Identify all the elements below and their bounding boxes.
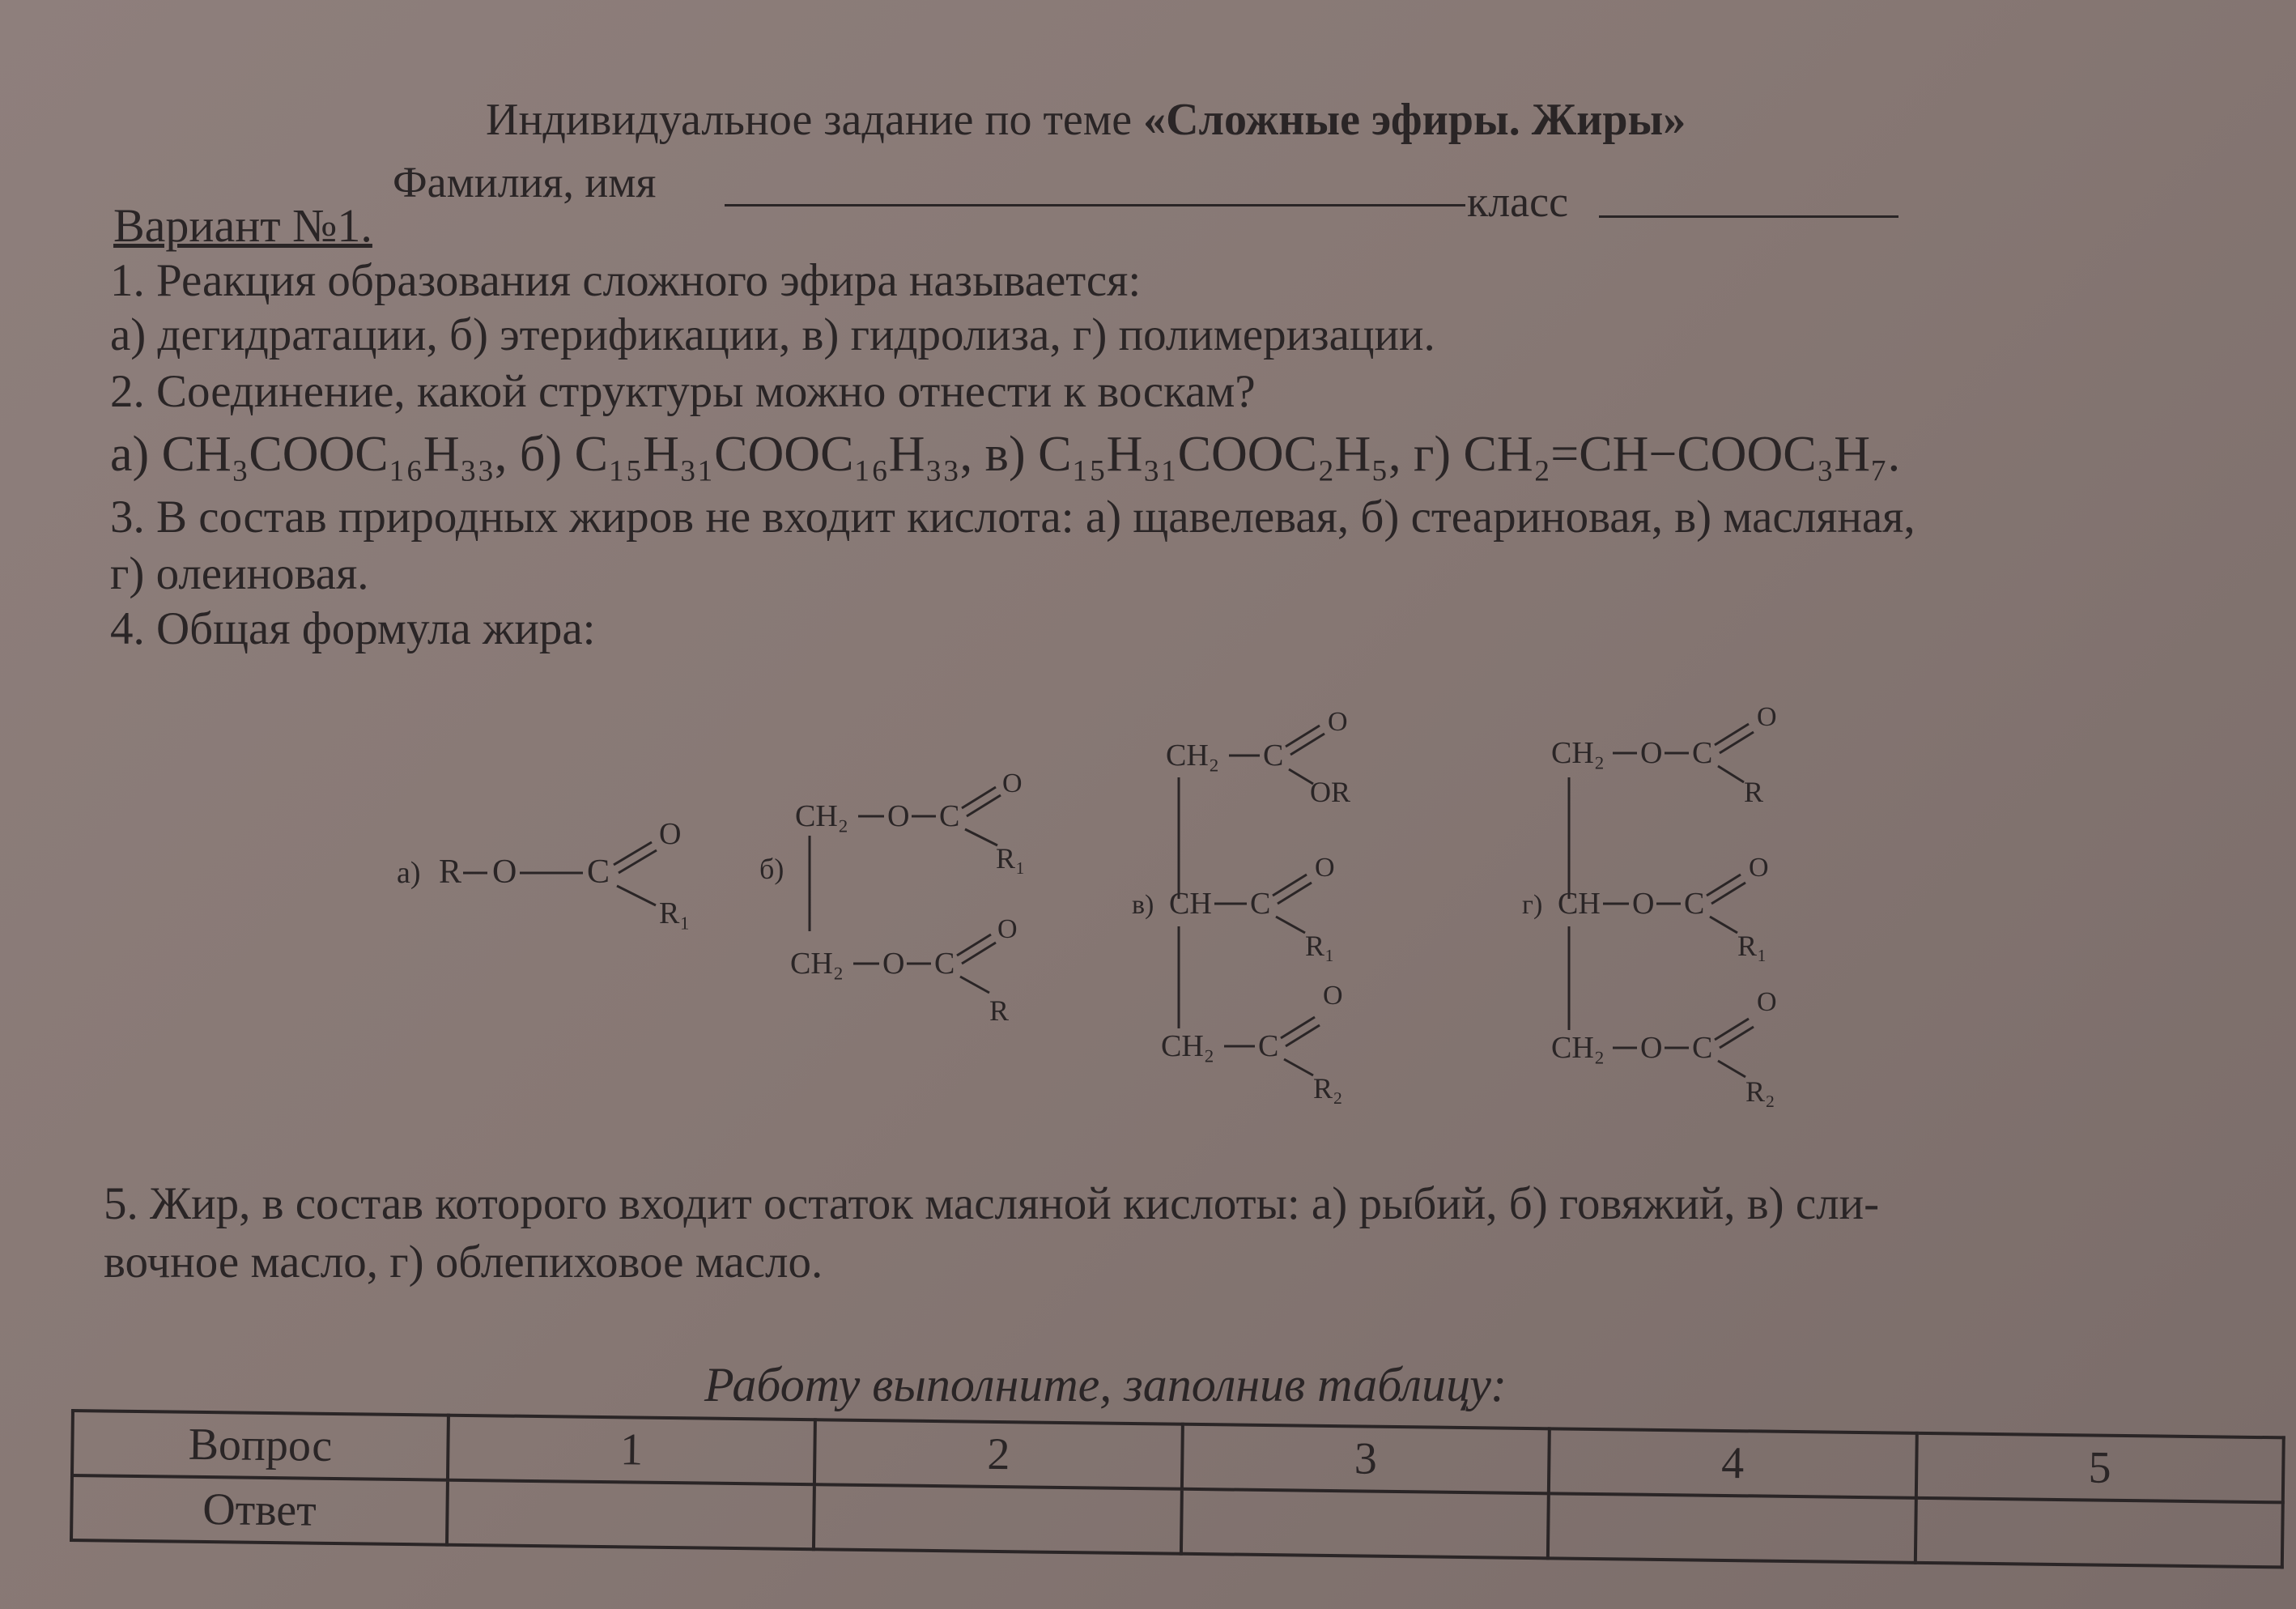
column-header-3: 3 bbox=[1182, 1424, 1550, 1494]
structure-g-r2: R₂ bbox=[1745, 1075, 1775, 1108]
question-3-text: 3. В состав природных жиров не входит кислота: а) щавелевая, б) стеариновая, в) масляная, bbox=[110, 492, 1915, 543]
column-header-2: 2 bbox=[814, 1420, 1182, 1489]
structure-b-label: б) bbox=[759, 853, 784, 885]
structure-v-label: в) bbox=[1132, 890, 1154, 920]
question-2-text: 2. Соединение, какой структуры можно отнести к воскам? bbox=[110, 366, 1256, 417]
structure-v-c-bottom: C bbox=[1258, 1029, 1279, 1063]
class-label: класс bbox=[1467, 177, 1569, 226]
structure-a-r: R bbox=[439, 853, 462, 891]
answer-cell-2[interactable] bbox=[814, 1484, 1181, 1554]
structure-a-label: а) bbox=[397, 856, 421, 890]
structure-b-o-carbonyl-bottom: O bbox=[997, 914, 1018, 944]
structure-b-o-carbonyl-top: O bbox=[1002, 768, 1023, 798]
structure-g-o-middle: O bbox=[1632, 887, 1655, 921]
structure-v-r2: R₂ bbox=[1313, 1072, 1343, 1105]
task-instruction: Работу выполните, заполнив таблицу: bbox=[704, 1358, 1507, 1411]
question-2-options: а) CH₃COOC₁₆H₃₃, б) C₁₅H₃₁COOC₁₆H₃₃, в) C₁₅H₃₁COOC₂H₅, г) CH₂=CH−COOC₃H₇. bbox=[110, 427, 1901, 482]
structure-g-o-carbonyl-bottom: O bbox=[1757, 987, 1777, 1017]
worksheet-title bbox=[486, 97, 1686, 143]
answer-cell-5[interactable] bbox=[1915, 1498, 2282, 1568]
question-5-text-cont: вочное масло, г) облепиховое масло. bbox=[104, 1237, 823, 1288]
structure-g-o-bottom: O bbox=[1640, 1031, 1663, 1065]
column-header-4: 4 bbox=[1549, 1428, 1916, 1498]
structure-v-or: OR bbox=[1310, 776, 1351, 808]
row-header-answer: Ответ bbox=[71, 1475, 448, 1545]
row-header-question: Вопрос bbox=[72, 1411, 449, 1480]
structure-b bbox=[745, 761, 1101, 1045]
structure-a-c: C bbox=[587, 853, 610, 891]
structure-b-ch2-top: CH₂ bbox=[795, 799, 849, 833]
structure-v-r1: R₁ bbox=[1305, 930, 1335, 962]
name-field-line[interactable] bbox=[725, 204, 1465, 206]
structure-g-label: г) bbox=[1522, 890, 1543, 920]
answer-cell-4[interactable] bbox=[1548, 1493, 1915, 1563]
structure-g bbox=[1514, 696, 1870, 1117]
name-label: Фамилия, имя bbox=[393, 158, 657, 206]
structure-g-ch2-top: CH₂ bbox=[1551, 736, 1605, 770]
structure-v-o-carbonyl-bottom: O bbox=[1323, 981, 1343, 1011]
structure-b-r: R bbox=[989, 994, 1010, 1027]
structure-v-o-carbonyl-top: O bbox=[1328, 707, 1348, 737]
structure-v-c-middle: C bbox=[1250, 887, 1271, 921]
structure-g-r: R bbox=[1744, 776, 1764, 808]
question-3-text-cont: г) олеиновая. bbox=[110, 548, 369, 599]
answer-table bbox=[70, 1409, 2285, 1569]
structure-b-o-top: O bbox=[887, 799, 910, 833]
structure-v-ch2-top: CH₂ bbox=[1166, 739, 1220, 773]
class-field-line[interactable] bbox=[1599, 215, 1898, 218]
structure-v-ch: CH bbox=[1169, 887, 1212, 921]
answer-cell-1[interactable] bbox=[447, 1480, 814, 1550]
structure-g-o-top: O bbox=[1640, 736, 1663, 770]
title-prefix: Индивидуальное задание по теме bbox=[486, 95, 1144, 145]
question-1-options: а) дегидратации, б) этерификации, в) гидролиза, г) полимеризации. bbox=[110, 309, 1435, 360]
title-topic: «Сложные эфиры. Жиры» bbox=[1143, 95, 1686, 145]
structure-b-c-top: C bbox=[939, 799, 960, 833]
structure-b-ch2-bottom: CH₂ bbox=[790, 947, 844, 981]
structure-g-o-carbonyl-top: O bbox=[1757, 702, 1777, 732]
question-5-text: 5. Жир, в состав которого входит остаток масляной кислоты: а) рыбий, б) говяжий, в) сли- bbox=[104, 1178, 1880, 1229]
variant-number: Вариант №1. bbox=[113, 199, 372, 252]
structure-g-ch2-bottom: CH₂ bbox=[1551, 1031, 1605, 1065]
structure-a-carbonyl-o: O bbox=[659, 817, 682, 851]
answer-cell-3[interactable] bbox=[1181, 1489, 1549, 1559]
question-1-text: 1. Реакция образования сложного эфира называется: bbox=[110, 255, 1142, 306]
structure-b-o-bottom: O bbox=[882, 947, 905, 981]
structure-g-c-middle: C bbox=[1684, 887, 1705, 921]
structure-v bbox=[1125, 696, 1482, 1109]
structure-a-r1: R₁ bbox=[659, 896, 691, 930]
structure-g-c-bottom: C bbox=[1692, 1031, 1713, 1065]
structure-g-r1: R₁ bbox=[1737, 930, 1767, 962]
column-header-5: 5 bbox=[1915, 1433, 2283, 1503]
column-header-1: 1 bbox=[448, 1415, 815, 1485]
structure-b-r1: R₁ bbox=[996, 842, 1026, 875]
structure-v-o-carbonyl-middle: O bbox=[1315, 853, 1335, 883]
structure-v-c-top: C bbox=[1263, 739, 1284, 773]
structure-b-c-bottom: C bbox=[934, 947, 955, 981]
structure-v-ch2-bottom: CH₂ bbox=[1161, 1029, 1215, 1063]
structure-g-c-top: C bbox=[1692, 736, 1713, 770]
structure-a-o: O bbox=[492, 853, 517, 891]
structure-g-o-carbonyl-middle: O bbox=[1749, 853, 1769, 883]
structure-a bbox=[389, 802, 729, 964]
structure-g-ch: CH bbox=[1558, 887, 1601, 921]
question-4-text: 4. Общая формула жира: bbox=[110, 603, 596, 654]
